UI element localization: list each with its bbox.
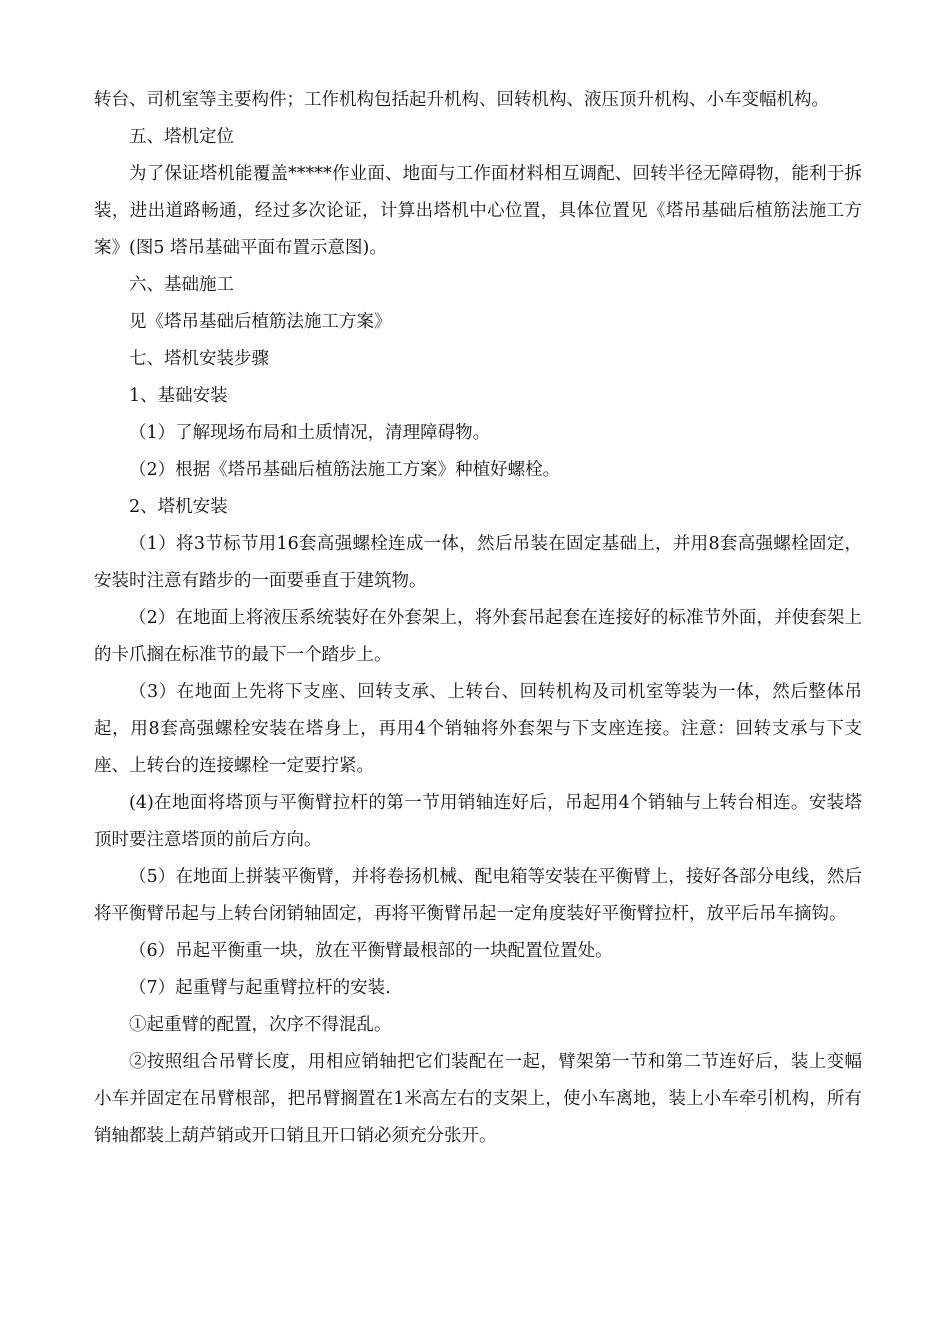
paragraph-foundation-ref: 见《塔吊基础后植筋法施工方案》: [129, 312, 392, 332]
list-item: （1）将3节标节用16套高强螺栓连成一体，然后吊装在固定基础上，并用8套高强螺栓固定，安装时注意有踏步的一面要垂直于建筑物。: [94, 534, 862, 591]
list-item: （5）在地面上拼装平衡臂，并将卷扬机械、配电箱等安装在平衡臂上，接好各部分电线，然后将平衡臂吊起与上转台闭销轴固定，再将平衡臂吊起一定角度装好平衡臂拉杆，放平后吊车摘钩。: [94, 867, 862, 924]
list-item: （7）起重臂与起重臂拉杆的安装.: [129, 978, 391, 998]
subheading-tower-install: 2、塔机安装: [129, 497, 228, 517]
paragraph-continuation: 转台、司机室等主要构件；工作机构包括起升机构、回转机构、液压顶升机构、小车变幅机构。: [94, 90, 829, 110]
paragraph-positioning: 为了保证塔机能覆盖*****作业面、地面与工作面材料相互调配、回转半径无障碍物，能利于拆装，进出道路畅通，经过多次论证，计算出塔机中心位置，具体位置见《塔吊基础后植筋法施工方案》(图5 塔吊基础平面布置示意图)。: [94, 164, 862, 258]
heading-tower-positioning: 五、塔机定位: [129, 127, 234, 147]
list-item: （1）了解现场布局和土质情况，清理障碍物。: [129, 423, 491, 443]
list-item: （6）吊起平衡重一块，放在平衡臂最根部的一块配置位置处。: [129, 941, 613, 961]
heading-foundation-construction: 六、基础施工: [129, 275, 234, 295]
heading-installation-steps: 七、塔机安装步骤: [129, 349, 269, 369]
subheading-foundation-install: 1、基础安装: [129, 386, 228, 406]
document-body: [94, 82, 862, 1155]
list-item: ①起重臂的配置，次序不得混乱。: [129, 1015, 392, 1035]
list-item: （2）根据《塔吊基础后植筋法施工方案》种植好螺栓。: [129, 460, 561, 480]
list-item: （2）在地面上将液压系统装好在外套架上，将外套吊起套在连接好的标准节外面，并使套架上的卡爪搁在标准节的最下一个踏步上。: [94, 608, 862, 665]
list-item: （3）在地面上先将下支座、回转支承、上转台、回转机构及司机室等装为一体，然后整体吊起，用8套高强螺栓安装在塔身上，再用4个销轴将外套架与下支座连接。注意：回转支承与下支座、上转台的连接螺栓一定要拧紧。: [94, 682, 862, 776]
list-item: (4)在地面将塔顶与平衡臂拉杆的第一节用销轴连好后，吊起用4个销轴与上转台相连。安装塔顶时要注意塔顶的前后方向。: [94, 793, 862, 850]
list-item: ②按照组合吊臂长度，用相应销轴把它们装配在一起，臂架第一节和第二节连好后，装上变幅小车并固定在吊臂根部，把吊臂搁置在1米高左右的支架上，使小车离地，装上小车牵引机构，所有销轴都装上葫芦销或开口销且开口销必须充分张开。: [94, 1052, 862, 1146]
